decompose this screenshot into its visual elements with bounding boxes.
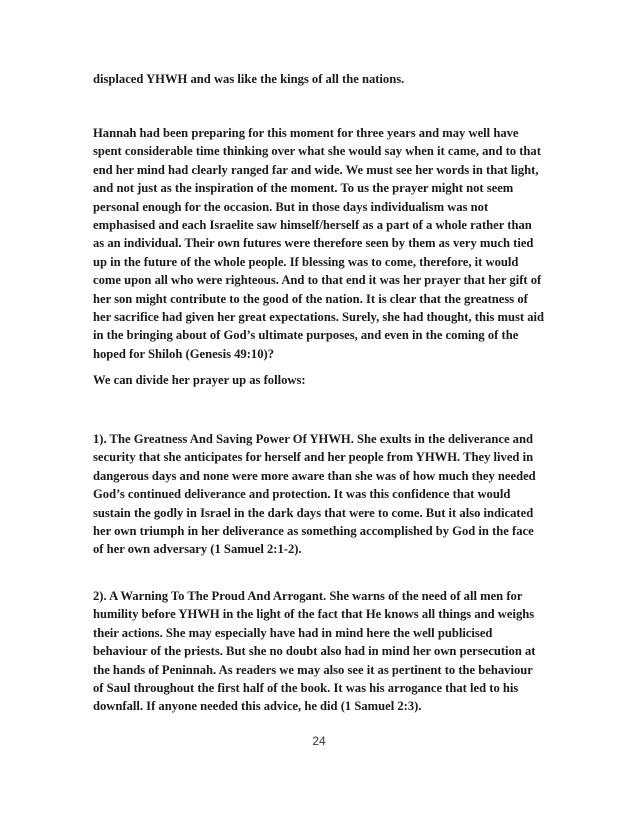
paragraph-continuation: displaced YHWH and was like the kings of all the nations.	[93, 72, 405, 86]
paragraph-point-2: 2). A Warning To The Proud And Arrogant. She warns of the need of all men for humility before YHWH in the light of the fact that He knows all things and weighs their actions. She may especially have had in mind here the well publicised behaviour of the priests. But she no doubt also had in mind her own persecution at the hands of Peninnah. As readers we may also see it as pertinent to the behaviour of Saul throughout the first half of the book. It was his arrogance that led to his downfall. If anyone needed this advice, he did (1 Samuel 2:3).	[93, 589, 536, 714]
paragraph-prayer-division-intro: We can divide her prayer up as follows:	[93, 373, 306, 387]
paragraph-hannah-preparation: Hannah had been preparing for this moment for three years and may well have spent considerable time thinking over what she would say when it came, and to that end her mind had clearly ranged far and wide. We must see her words in that light, and not just as the inspiration of the moment. To us the prayer might not seem personal enough for the occasion. But in those days individualism was not emphasised and each Israelite saw himself/herself as a part of a whole rather than as an individual. Their own futures were therefore seen by them as very much tied up in the future of the whole people. If blessing was to come, therefore, it would come upon all who were righteous. And to that end it was her prayer that her gift of her son might contribute to the good of the nation. It is clear that the greatness of her sacrifice had given her great expectations. Surely, she had thought, this must aid in the bringing about of God’s ultimate purposes, and even in the coming of the hoped for Shiloh (Genesis 49:10)?	[93, 126, 545, 361]
paragraph-point-1: 1). The Greatness And Saving Power Of YHWH. She exults in the deliverance and security that she anticipates for herself and her people from YHWH. They lived in dangerous days and none were more aware than she was of how much they needed God’s continued deliverance and protection. It was this confidence that would sustain the godly in Israel in the dark days that were to come. But it also indicated her own triumph in her deliverance as something accomplished by God in the face of her own adversary (1 Samuel 2:1-2).	[93, 432, 536, 557]
page-number: 24	[312, 734, 326, 748]
